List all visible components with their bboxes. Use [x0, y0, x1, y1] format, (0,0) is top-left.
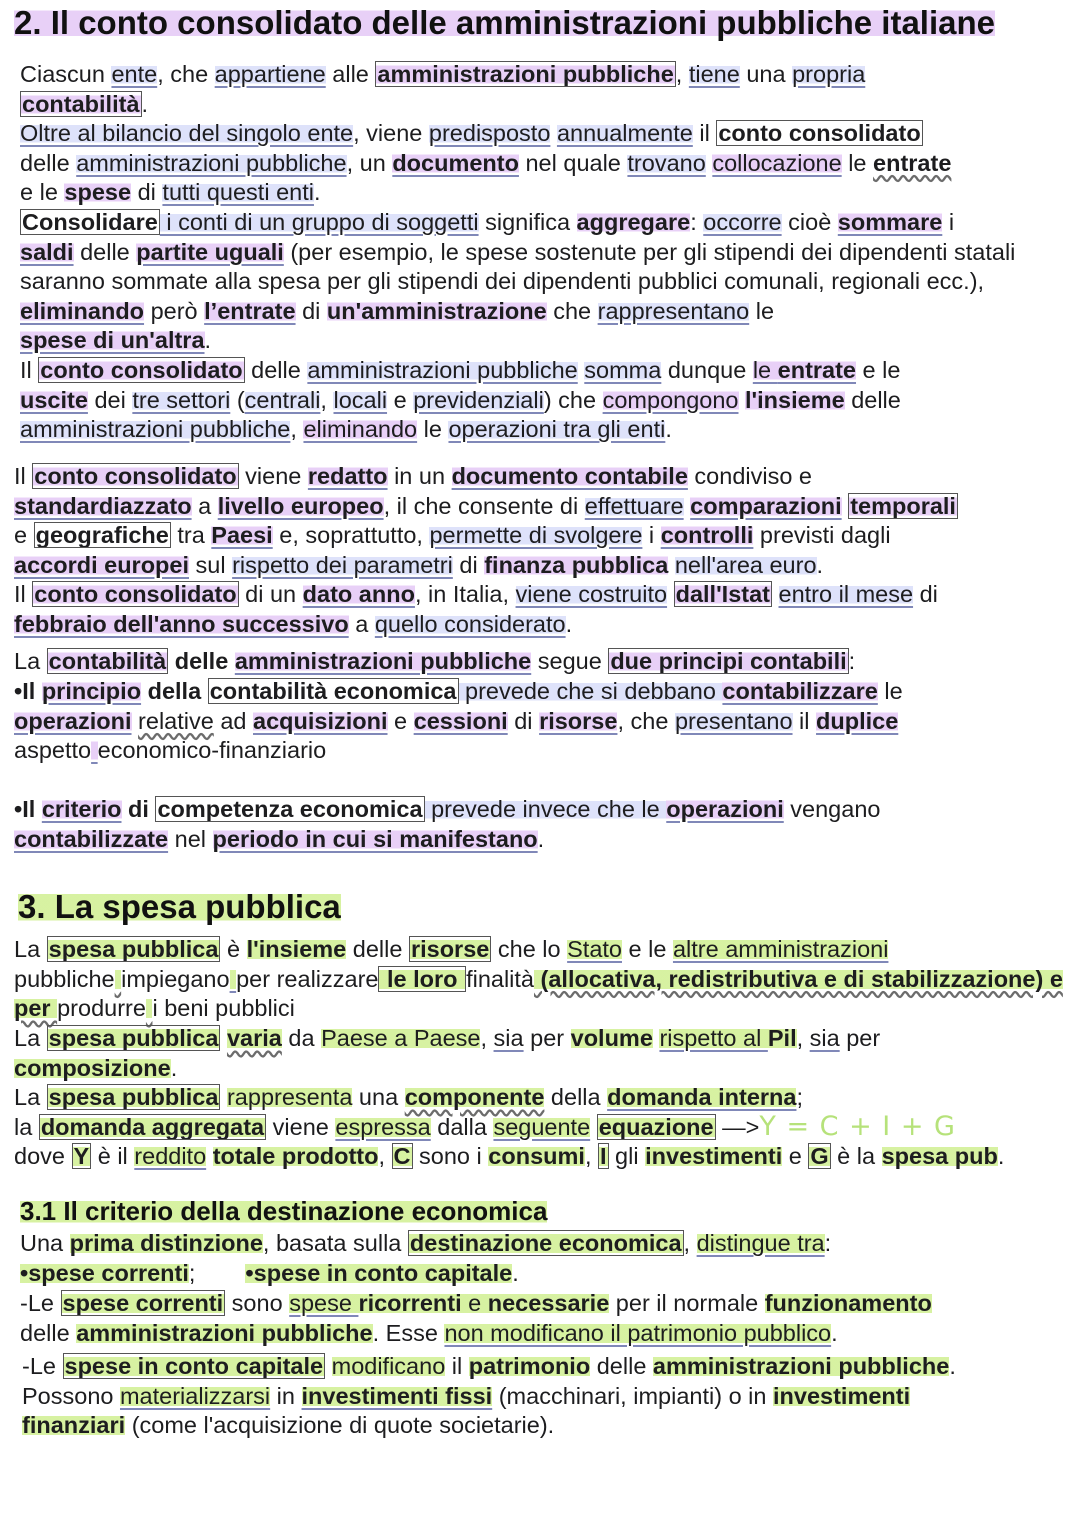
- s2-paragraph-2: Oltre al bilancio del singolo ente, viene predisposto annualmente il conto consolidato delle amministrazioni pubbliche, un documento nel quale trovano collocazione le entrate e le spese di tutti questi enti.: [20, 120, 952, 205]
- section-3-1-title: 3.1 Il criterio della destinazione economica: [20, 1196, 548, 1226]
- s2-paragraph-3: Consolidare i conti di un gruppo di soggetti significa aggregare: occorre cioè sommare i saldi delle partite uguali (per esempio, le spese sostenute per gli stipendi dei dipendenti statali saranno sommate alla spesa per gli stipendi dei dipendenti pubblici comunali, regionali ecc.), eliminando però l’entrate di un'amministrazione che rappresentano le spese di un'altra.: [20, 209, 1016, 353]
- s3-paragraph-3: La spesa pubblica rappresenta una componente della domanda interna;: [14, 1084, 803, 1110]
- s2-paragraph-8: •Il principio della contabilità economica prevede che si debbano contabilizzare le operazioni relative ad acquisizioni e cessioni di risorse, che presentano il duplice aspetto economico-finanziario: [14, 678, 903, 763]
- s2-paragraph-5: Il conto consolidato viene redatto in un documento contabile condiviso e standardiazzato a livello europeo, il che consente di effettuare comparazioni temporali e geografiche tra Paesi e, soprattutto, permette di svolgere i controlli previsti dagli accordi europei sul rispetto dei parametri di finanza pubblica nell'area euro.: [14, 463, 956, 578]
- section-3-title: 3. La spesa pubblica: [18, 888, 341, 925]
- handwritten-equation: Y = C + I + G: [759, 1111, 956, 1142]
- s3-paragraph-4: la domanda aggregata viene espressa dalla seguente equazione —>Y = C + I + G: [14, 1111, 956, 1142]
- s31-paragraph-1: Una prima distinzione, basata sulla destinazione economica, distingue tra:: [20, 1230, 832, 1256]
- s31-paragraph-3: -Le spese in conto capitale modificano il patrimonio delle amministrazioni pubbliche. Possono materializzarsi in investimenti fissi (macchinari, impianti) o in investimenti finanziari (come l'acquisizione di quote societarie).: [22, 1353, 956, 1438]
- s2-paragraph-9: •Il criterio di competenza economica prevede invece che le operazioni vengano contabilizzate nel periodo in cui si manifestano.: [14, 796, 881, 852]
- s3-paragraph-2: La spesa pubblica varia da Paese a Paese, sia per volume rispetto al Pil, sia per composizione.: [14, 1025, 881, 1081]
- s31-paragraph-2: -Le spese correnti sono spese ricorrenti e necessarie per il normale funzionamento delle amministrazioni pubbliche. Esse non modificano il patrimonio pubblico.: [20, 1290, 932, 1346]
- s31-bullets: •spese correnti; •spese in conto capitale.: [20, 1260, 519, 1286]
- section-2-title: 2. Il conto consolidato delle amministrazioni pubbliche italiane: [14, 4, 995, 41]
- s3-paragraph-5: dove Y è il reddito totale prodotto, C sono i consumi, I gli investimenti e G è la spesa pub.: [14, 1143, 1005, 1169]
- s2-paragraph-4: Il conto consolidato delle amministrazioni pubbliche somma dunque le entrate e le uscite dei tre settori (centrali, locali e previdenziali) che compongono l'insieme delle amministrazioni pubbliche, eliminando le operazioni tra gli enti.: [20, 357, 901, 442]
- s3-paragraph-1: La spesa pubblica è l'insieme delle risorse che lo Stato e le altre amministrazioni pubbliche impiegano per realizzare le loro finalità (allocativa, redistributiva e di stabilizzazione) e per produrre i beni pubblici: [14, 936, 1063, 1021]
- s2-paragraph-7: La contabilità delle amministrazioni pubbliche segue due principi contabili:: [14, 648, 856, 674]
- s2-paragraph-1: Ciascun ente, che appartiene alle amministrazioni pubbliche, tiene una propria contabilità.: [20, 61, 866, 117]
- s2-paragraph-6: Il conto consolidato di un dato anno, in Italia, viene costruito dall'Istat entro il mese di febbraio dell'anno successivo a quello considerato.: [14, 581, 938, 637]
